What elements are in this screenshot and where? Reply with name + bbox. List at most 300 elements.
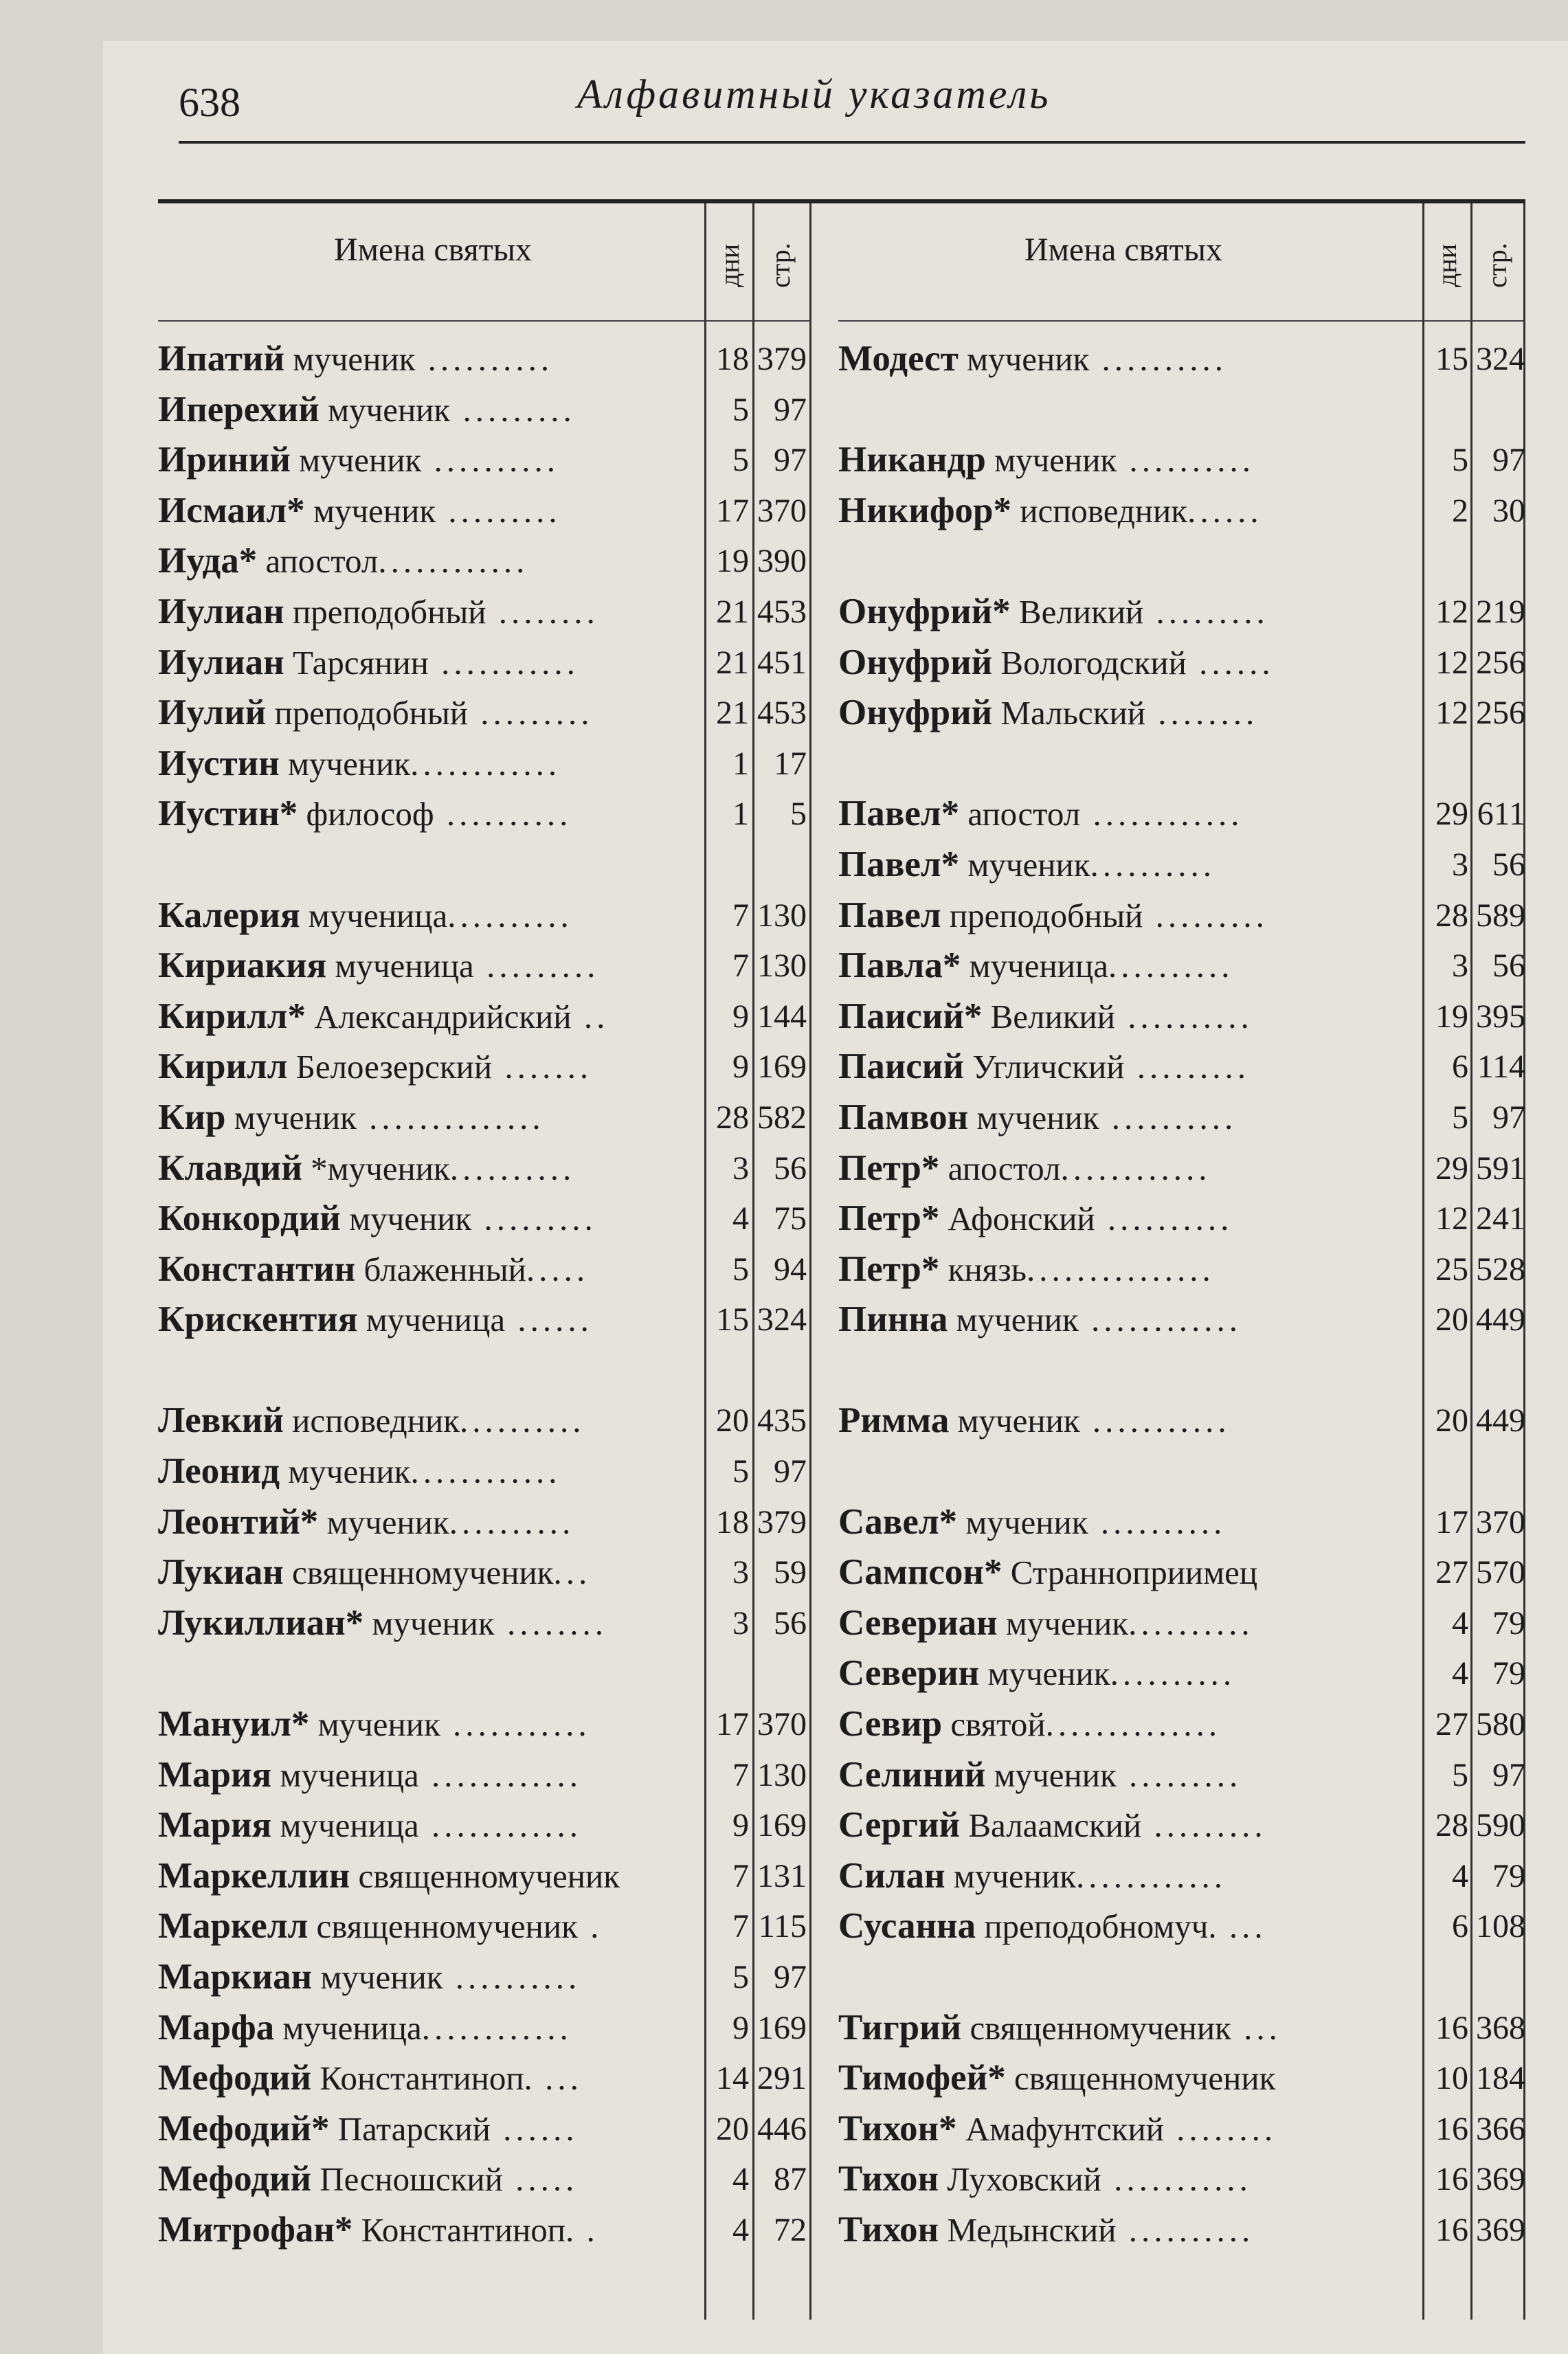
leader-dots: .......... bbox=[434, 795, 572, 833]
day-number: 7 bbox=[732, 1756, 749, 1793]
leader-dots: ...... bbox=[1187, 491, 1263, 530]
saint-name: Крискентия bbox=[158, 1299, 358, 1340]
saint-name: Тихон* bbox=[838, 2108, 957, 2149]
entry-text bbox=[838, 1800, 1419, 1851]
entry-text bbox=[838, 1042, 1419, 1092]
saint-name: Селиний bbox=[838, 1754, 986, 1795]
index-entry bbox=[158, 2003, 811, 2054]
saint-name: Иустин* bbox=[158, 794, 298, 834]
entry-text bbox=[158, 2154, 701, 2205]
saint-title: Великий bbox=[982, 997, 1115, 1035]
page-ref: 395 bbox=[1476, 998, 1525, 1035]
saint-name: Мария bbox=[158, 1754, 272, 1795]
index-entry bbox=[838, 1851, 1525, 1902]
saint-name: Онуфрий* bbox=[838, 591, 1011, 631]
saint-name: Маркелл bbox=[158, 1906, 309, 1947]
page-number: 638 bbox=[179, 80, 240, 125]
saint-title: Медынский bbox=[939, 2210, 1117, 2249]
day-number: 17 bbox=[1435, 1503, 1468, 1540]
saint-name: Савел* bbox=[838, 1501, 958, 1542]
leader-dots: ... bbox=[1231, 2008, 1281, 2047]
saint-name: Пинна bbox=[838, 1299, 948, 1340]
leader-dots: .......... bbox=[1095, 1200, 1233, 1238]
index-entry bbox=[158, 1395, 811, 1446]
saint-name: Леонид bbox=[158, 1451, 280, 1492]
page-ref: 241 bbox=[1476, 1200, 1525, 1237]
index-entry bbox=[838, 991, 1525, 1042]
entry-text bbox=[158, 2205, 701, 2256]
page-ref: 219 bbox=[1476, 593, 1525, 630]
entry-text bbox=[158, 1244, 701, 1295]
entry-text bbox=[838, 789, 1419, 840]
saint-name: Клавдий bbox=[158, 1147, 302, 1188]
leader-dots: ......... bbox=[467, 694, 594, 732]
page-ref: 528 bbox=[1476, 1251, 1525, 1288]
saint-name: Петр* bbox=[838, 1198, 940, 1239]
leader-dots: .......... bbox=[1099, 1098, 1237, 1136]
saint-name: Тимофей* bbox=[838, 2058, 1006, 2098]
index-entry bbox=[158, 1851, 811, 1902]
page-header bbox=[179, 65, 1525, 161]
saint-name: Кирилл* bbox=[158, 996, 306, 1036]
page-ref: 17 bbox=[774, 745, 807, 782]
saint-title: мученик bbox=[363, 1604, 495, 1642]
index-entry bbox=[838, 1395, 1525, 1446]
entry-text bbox=[158, 1547, 701, 1598]
saint-name: Ипатий bbox=[158, 339, 284, 379]
index-entry bbox=[838, 1547, 1525, 1598]
saint-title: мученик bbox=[997, 1604, 1129, 1642]
saint-title: мученица bbox=[961, 947, 1108, 985]
saint-title: мученик bbox=[284, 340, 416, 378]
saint-name: Исмаил* bbox=[158, 490, 305, 530]
day-number: 3 bbox=[1452, 846, 1468, 883]
index-entry bbox=[158, 840, 811, 890]
page-ref: 379 bbox=[757, 341, 807, 377]
saint-title: мученик bbox=[309, 1705, 440, 1744]
entry-text bbox=[158, 688, 701, 739]
index-entry bbox=[158, 1244, 811, 1295]
index-entry bbox=[158, 2053, 811, 2104]
leader-dots: ............ bbox=[378, 542, 529, 581]
day-number: 5 bbox=[732, 442, 749, 479]
leader-dots: ............ bbox=[410, 1453, 561, 1491]
saint-title: мученик bbox=[340, 1200, 472, 1238]
index-entry bbox=[838, 1244, 1525, 1295]
entry-text bbox=[158, 536, 701, 587]
day-number: 3 bbox=[1452, 948, 1468, 985]
saint-title: священномученик bbox=[961, 2008, 1231, 2047]
entry-text bbox=[838, 1648, 1419, 1699]
leader-dots: ......... bbox=[436, 491, 561, 530]
page-ref: 369 bbox=[1476, 2161, 1525, 2198]
index-entry bbox=[838, 2003, 1525, 2054]
index-entry bbox=[838, 1598, 1525, 1649]
saint-name: Мефодий bbox=[158, 2159, 312, 2199]
page-ref: 75 bbox=[774, 1200, 807, 1237]
page-ref: 169 bbox=[757, 1049, 807, 1086]
saint-name: Силан bbox=[838, 1855, 945, 1896]
saint-name: Кирилл bbox=[158, 1046, 288, 1087]
saint-title: мученица bbox=[271, 1806, 419, 1845]
saint-title: Белоезерский bbox=[287, 1048, 493, 1086]
index-entry bbox=[838, 638, 1525, 688]
index-table bbox=[158, 199, 1525, 2320]
index-entry bbox=[158, 435, 811, 486]
saint-title: преподобный bbox=[941, 896, 1143, 934]
page-ref: 144 bbox=[757, 998, 807, 1035]
page-ref: 130 bbox=[757, 1756, 807, 1793]
entry-text bbox=[158, 1193, 701, 1244]
index-entry bbox=[838, 1952, 1525, 2003]
saint-title: Афонский bbox=[939, 1200, 1095, 1238]
leader-dots: ............ bbox=[1060, 1149, 1211, 1187]
index-entry bbox=[158, 941, 811, 991]
saint-title: преподобный bbox=[284, 592, 486, 631]
entry-text bbox=[158, 435, 701, 486]
leader-dots: .............. bbox=[1045, 1705, 1222, 1744]
pages-header: стр. bbox=[765, 243, 796, 288]
saint-name: Никандр bbox=[838, 440, 986, 480]
pages-header: стр. bbox=[1481, 243, 1512, 288]
leader-dots: ......... bbox=[1116, 1756, 1242, 1794]
page-ref: 56 bbox=[1492, 846, 1525, 883]
saint-title: преподобномуч. bbox=[976, 1907, 1217, 1946]
entry-text bbox=[838, 1497, 1419, 1548]
index-entry bbox=[158, 1699, 811, 1750]
page-ref: 79 bbox=[1492, 1604, 1525, 1641]
day-number: 1 bbox=[732, 745, 749, 782]
leader-dots: ...... bbox=[490, 2109, 579, 2148]
saint-title: Александрийский bbox=[305, 997, 572, 1035]
page-ref: 79 bbox=[1492, 1655, 1525, 1692]
entry-text bbox=[158, 789, 701, 840]
saint-name: Митрофан* bbox=[158, 2209, 353, 2250]
saint-name: Лукиан bbox=[158, 1552, 284, 1593]
leader-dots: ............ bbox=[1078, 1301, 1242, 1339]
leader-dots: ........... bbox=[1101, 2160, 1252, 2199]
leader-dots: ............ bbox=[410, 744, 561, 783]
page-ref: 589 bbox=[1476, 897, 1525, 934]
day-number: 21 bbox=[716, 644, 749, 681]
saint-title: апостол bbox=[939, 1149, 1061, 1187]
saint-title: мученик bbox=[985, 441, 1117, 480]
saint-name: Мария bbox=[158, 1805, 272, 1846]
page-ref: 366 bbox=[1476, 2110, 1525, 2147]
saint-title: священномученик bbox=[308, 1907, 578, 1946]
leader-dots: .......... bbox=[459, 1402, 585, 1440]
saint-title: мученица bbox=[300, 896, 448, 934]
saint-title: мученик bbox=[225, 1098, 357, 1136]
saint-name: Павел* bbox=[838, 794, 960, 834]
leader-dots: ... bbox=[532, 2059, 583, 2098]
leader-dots: .............. bbox=[356, 1098, 545, 1136]
saint-title: мученик bbox=[959, 845, 1090, 884]
day-number: 20 bbox=[1435, 1402, 1468, 1439]
entry-text bbox=[158, 1851, 701, 1902]
entry-text bbox=[158, 1042, 701, 1092]
saint-title: мученик bbox=[318, 1503, 449, 1541]
saint-name: Маркиан bbox=[158, 1957, 313, 1997]
entry-text bbox=[838, 1092, 1419, 1143]
page-ref: 591 bbox=[1476, 1150, 1525, 1187]
entry-text bbox=[838, 587, 1419, 638]
day-number: 21 bbox=[716, 593, 749, 630]
names-header: Имена святых bbox=[334, 232, 532, 268]
leader-dots: ..... bbox=[502, 2160, 579, 2199]
index-entry bbox=[838, 840, 1525, 890]
leader-dots: ....... bbox=[492, 1048, 593, 1086]
page-ref: 370 bbox=[1476, 1503, 1525, 1540]
index-entry bbox=[838, 1800, 1525, 1851]
day-number: 6 bbox=[1452, 1049, 1468, 1086]
entry-text bbox=[838, 688, 1419, 739]
day-number: 5 bbox=[732, 1251, 749, 1288]
saint-title: *мученик bbox=[302, 1149, 450, 1187]
day-number: 3 bbox=[732, 1554, 749, 1591]
day-number: 7 bbox=[732, 948, 749, 985]
index-entry bbox=[158, 638, 811, 688]
saint-title: исповедник bbox=[1011, 491, 1188, 530]
entry-text bbox=[838, 1901, 1419, 1952]
page-ref: 97 bbox=[1492, 1756, 1525, 1793]
saint-title: князь bbox=[939, 1250, 1027, 1288]
index-entry bbox=[838, 1750, 1525, 1801]
saint-title: Луховский bbox=[939, 2160, 1101, 2199]
entry-text bbox=[158, 2003, 701, 2054]
day-number: 12 bbox=[1435, 593, 1468, 630]
saint-title: мученик bbox=[985, 1756, 1117, 1794]
index-entry bbox=[838, 1699, 1525, 1750]
day-number: 9 bbox=[732, 2009, 749, 2046]
saint-title: мученик bbox=[957, 1503, 1088, 1541]
index-entry bbox=[158, 1598, 811, 1649]
index-entry bbox=[838, 1042, 1525, 1092]
index-entry bbox=[838, 1193, 1525, 1244]
page-ref: 130 bbox=[757, 897, 807, 934]
day-number: 4 bbox=[732, 1200, 749, 1237]
saint-name: Петр* bbox=[838, 1147, 940, 1188]
page-ref: 324 bbox=[757, 1301, 807, 1338]
days-header: дни bbox=[714, 243, 745, 287]
left-column bbox=[158, 203, 811, 2320]
page-ref: 59 bbox=[774, 1554, 807, 1591]
saint-name: Павла* bbox=[838, 945, 961, 986]
entry-text bbox=[158, 2104, 701, 2155]
leader-dots: ......... bbox=[1141, 1806, 1267, 1845]
page-ref: 390 bbox=[757, 543, 807, 580]
day-number: 25 bbox=[1435, 1251, 1468, 1288]
leader-dots: ............ bbox=[418, 1806, 583, 1845]
leader-dots: ........... bbox=[440, 1705, 591, 1744]
page-ref: 97 bbox=[774, 1959, 807, 1995]
entry-text bbox=[158, 638, 701, 688]
entry-text bbox=[838, 2205, 1419, 2256]
leader-dots: ... bbox=[553, 1554, 592, 1592]
index-entry bbox=[838, 1648, 1525, 1699]
saint-title: апостол bbox=[257, 542, 379, 581]
day-number: 29 bbox=[1435, 1150, 1468, 1187]
index-entry bbox=[158, 1345, 811, 1396]
index-entry bbox=[838, 1345, 1525, 1396]
page-ref: 169 bbox=[757, 1807, 807, 1844]
entry-text bbox=[158, 1395, 701, 1446]
saint-title: мученица bbox=[271, 1756, 419, 1794]
right-rows bbox=[838, 334, 1525, 2256]
entry-text bbox=[158, 334, 701, 385]
page-ref: 94 bbox=[774, 1251, 807, 1288]
entry-text bbox=[158, 1294, 701, 1345]
saint-title: апостол bbox=[959, 795, 1081, 833]
day-number: 18 bbox=[716, 1503, 749, 1540]
saint-title: Великий bbox=[1010, 592, 1144, 631]
leader-dots: ........ bbox=[494, 1604, 607, 1642]
entry-text bbox=[838, 1244, 1419, 1295]
day-number: 4 bbox=[732, 2211, 749, 2248]
day-number: 27 bbox=[1435, 1554, 1468, 1591]
saint-title: мученик bbox=[312, 1958, 443, 1996]
saint-name: Иустин bbox=[158, 743, 280, 783]
leader-dots: .......... bbox=[1089, 340, 1227, 378]
entry-text bbox=[838, 1294, 1419, 1345]
leader-dots: .......... bbox=[449, 1149, 576, 1187]
leader-dots: .. bbox=[571, 997, 609, 1035]
leader-dots: .......... bbox=[415, 340, 554, 378]
day-number: 16 bbox=[1435, 2110, 1468, 2147]
entry-text bbox=[838, 1851, 1419, 1902]
page-ref: 114 bbox=[1477, 1049, 1525, 1086]
page-ref: 256 bbox=[1476, 644, 1525, 681]
index-entry bbox=[838, 2205, 1525, 2256]
page-ref: 580 bbox=[1476, 1706, 1525, 1743]
day-number: 20 bbox=[716, 2110, 749, 2147]
saint-name: Онуфрий bbox=[838, 642, 993, 682]
saint-name: Марфа bbox=[158, 2007, 275, 2048]
entry-text bbox=[158, 1446, 701, 1497]
day-number: 4 bbox=[1452, 1655, 1468, 1692]
saint-name: Тигрий bbox=[838, 2007, 962, 2048]
index-entry bbox=[838, 2053, 1525, 2104]
saint-title: Тарсянин bbox=[284, 643, 429, 682]
leader-dots: .......... bbox=[421, 441, 560, 480]
page-ref: 291 bbox=[757, 2060, 807, 2097]
day-number: 9 bbox=[732, 1049, 749, 1086]
saint-title: мученик bbox=[948, 1301, 1079, 1339]
index-entry bbox=[838, 789, 1525, 840]
index-entry bbox=[838, 536, 1525, 587]
index-entry bbox=[158, 2205, 811, 2256]
saint-name: Модест bbox=[838, 339, 959, 379]
saint-name: Ириний bbox=[158, 440, 291, 480]
saint-title: Валаамский bbox=[960, 1806, 1142, 1845]
leader-dots: .......... bbox=[1108, 947, 1234, 985]
page-ref: 453 bbox=[757, 593, 807, 630]
index-entry bbox=[158, 890, 811, 941]
page-ref: 368 bbox=[1476, 2009, 1525, 2046]
day-number: 21 bbox=[716, 695, 749, 732]
day-number: 16 bbox=[1435, 2009, 1468, 2046]
index-entry bbox=[158, 1648, 811, 1699]
day-number: 3 bbox=[732, 1604, 749, 1641]
day-number: 19 bbox=[716, 543, 749, 580]
entry-text bbox=[158, 1598, 701, 1649]
entry-text bbox=[158, 1901, 701, 1952]
index-entry bbox=[158, 1952, 811, 2003]
entry-text bbox=[838, 1143, 1419, 1194]
saint-title: мученица bbox=[326, 947, 474, 985]
saint-name: Маркеллин bbox=[158, 1855, 350, 1896]
leader-dots: .......... bbox=[447, 896, 573, 934]
day-number: 19 bbox=[1435, 998, 1468, 1035]
day-number: 17 bbox=[716, 492, 749, 529]
day-number: 12 bbox=[1435, 1200, 1468, 1237]
entry-text bbox=[838, 1547, 1419, 1598]
saint-name: Севир bbox=[838, 1704, 943, 1745]
leader-dots: ......... bbox=[1143, 896, 1268, 934]
saint-title: преподобный bbox=[266, 694, 468, 732]
entry-text bbox=[838, 991, 1419, 1042]
page-ref: 97 bbox=[774, 442, 807, 479]
saint-name: Сусанна bbox=[838, 1906, 976, 1947]
page-ref: 324 bbox=[1476, 341, 1525, 377]
saint-title: блаженный bbox=[355, 1250, 526, 1288]
page-ref: 56 bbox=[774, 1604, 807, 1641]
page-ref: 369 bbox=[1476, 2211, 1525, 2248]
entry-text bbox=[838, 890, 1419, 941]
index-entry bbox=[158, 1547, 811, 1598]
saint-name: Онуфрий bbox=[838, 693, 993, 733]
entry-text bbox=[838, 1193, 1419, 1244]
page-ref: 30 bbox=[1492, 492, 1525, 529]
index-entry bbox=[158, 688, 811, 739]
saint-name: Лукиллиан* bbox=[158, 1602, 364, 1643]
saint-title: мученица bbox=[357, 1301, 506, 1339]
saint-name: Иулиан bbox=[158, 642, 284, 682]
index-entry bbox=[158, 587, 811, 638]
page-ref: 56 bbox=[774, 1150, 807, 1187]
saint-title: мученик bbox=[958, 340, 1090, 378]
day-number: 15 bbox=[716, 1301, 749, 1338]
leader-dots: .......... bbox=[1128, 1604, 1254, 1642]
saint-name: Никифор* bbox=[838, 490, 1011, 530]
index-entry bbox=[158, 1446, 811, 1497]
index-entry bbox=[838, 587, 1525, 638]
leader-dots: .......... bbox=[1110, 1655, 1236, 1693]
leader-dots: ..... bbox=[526, 1250, 590, 1288]
saint-title: Константиноп. bbox=[311, 2059, 533, 2098]
day-number: 2 bbox=[1452, 492, 1468, 529]
page-ref: 184 bbox=[1476, 2060, 1525, 2097]
entry-text bbox=[158, 1800, 701, 1851]
day-number: 28 bbox=[1435, 1807, 1468, 1844]
day-number: 28 bbox=[716, 1099, 749, 1136]
index-entry bbox=[838, 1446, 1525, 1497]
leader-dots: ........ bbox=[486, 592, 599, 631]
saint-title: мученик bbox=[979, 1655, 1110, 1693]
page-ref: 130 bbox=[757, 948, 807, 985]
page-ref: 97 bbox=[774, 1453, 807, 1490]
left-rows bbox=[158, 334, 811, 2256]
day-number: 12 bbox=[1435, 695, 1468, 732]
index-entry bbox=[158, 1750, 811, 1801]
index-entry bbox=[158, 1294, 811, 1345]
page-ref: 570 bbox=[1476, 1554, 1525, 1591]
saint-title: священномученик bbox=[283, 1554, 554, 1592]
saint-title: мученица bbox=[274, 2008, 422, 2047]
entry-text bbox=[158, 1143, 701, 1194]
day-number: 5 bbox=[1452, 1099, 1468, 1136]
day-number: 4 bbox=[732, 2161, 749, 2198]
